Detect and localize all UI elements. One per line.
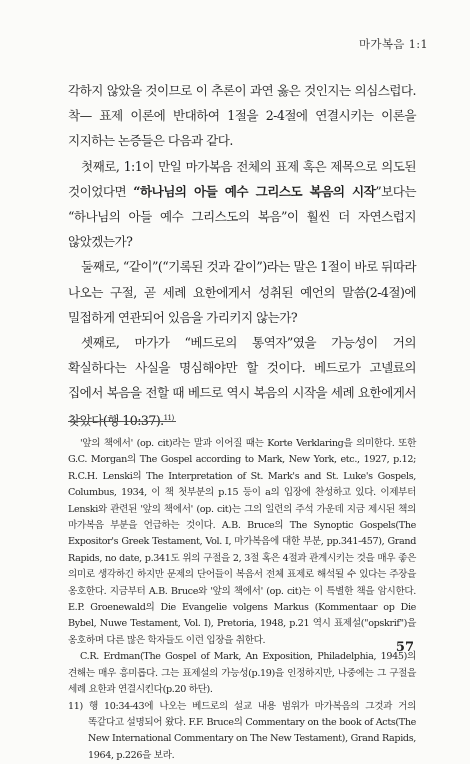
- paragraph-4: [68, 330, 416, 433]
- footnote-11-text: 행 10:34-43에 나오는 베드로의 설교 내용 범위가 마가복음의 그것과 거의 똑같다고 설명되어 왔다. F.F. Bruce의 Commentary on the book of Acts(The New International Commentary on The New Testament), Grand Rapids, 1964, p.226을 보라.: [88, 701, 416, 761]
- paragraph-1: 각하지 않았을 것이므로 이 추론이 과연 옳은 것인지는 의심스럽다. 착— 표제 이론에 반대하여 1절을 2-4절에 연결시키는 이론을 지지하는 논증들은 다음과 같다.: [68, 78, 416, 154]
- main-text: [68, 78, 416, 433]
- footnotes: [68, 436, 416, 764]
- paragraph-2-emphasis: “하나님의 아들 예수 그리스도 복음의 시작: [133, 184, 375, 199]
- footnote-11: [68, 699, 416, 764]
- paragraph-3: 둘째로, “같이”(“기록된 것과 같이”)라는 말은 1절이 바로 뒤따라 나오는 구절, 곧 세례 요한에게서 성취된 예언의 말씀(2-4절)에 밀접하게 연관되어 있음을 가리키지 않는가?: [68, 254, 416, 330]
- page-number: 57: [396, 640, 414, 655]
- paragraph-2: [68, 154, 416, 255]
- paragraph-2-start: 첫째로, 1:1이 만일 마가복음 전체의 표제 혹은 제목으로 의도된 것이었다면: [68, 159, 416, 199]
- footnote-11-number: 11): [68, 701, 83, 712]
- footnote-divider: [68, 421, 176, 422]
- footnote-erdman: C.R. Erdman(The Gospel of Mark, An Exposition, Philadelphia, 1945)의 견해는 매우 흥미롭다. 그는 표제설의 가능성(p.19)을 인정하지만, 나중에는 그 구절을 세례 요한과 연결시킨다(p.20 하단).: [68, 649, 416, 698]
- paragraph-2-end: ”보다는 “하나님의 아들 예수 그리스도의 복음”이 훨씬 더 자연스럽지 않았겠는가?: [68, 184, 416, 249]
- running-header: 마가복음 1:1: [359, 36, 428, 52]
- paragraph-4-text: 셋째로, 마가가 “베드로의 통역자”였을 가능성이 거의 확실하다는 사실을 명심해야만 할 것이다. 베드로가 고넬료의 집에서 복음을 전할 때 베드로 역시 복음의 시작을 세례 요한에게서 찾았다(행 10:37).: [68, 335, 416, 428]
- footnote-continued: '앞의 책에서' (op. cit)라는 말과 이어질 때는 Korte Verklaring을 의미한다. 또한 G.C. Morgan의 The Gospel according to Mark, New York, etc., 1927, p.12; R.C.H. Lenski의 The Interpretation of St. Mark's and St. Luke's Gospels, Columbus, 1934, 이 책 첫부분의 p.15 등이 a의 입장에 찬성하고 있다. 이제부터 Lenski와 관련된 '앞의 책에서' (op. cit)는 그의 일련의 주석 가운데 지금 제시된 책의 마가복음 부분을 언급하는 것이다. A.B. Bruce의 The Synoptic Gospels(The Expositor's Greek Testament, Vol. I, 마가복음에 대한 부분, pp.341-457), Grand Rapids, no date, p.341도 위의 구절을 2, 3절 혹은 4절과 관계시키는 것을 매우 좋은 의미로 생각하긴 하지만 문제의 단어들이 복음서 전체 표제로 해석될 수 있다는 주장을 옹호한다. 지금부터 A.B. Bruce와 '앞의 책에서' (op. cit)는 이 특별한 책을 암시한다. E.P. Groenewald의 Die Evangelie volgens Markus (Kommentaar op Die Bybel, Nuwe Testament, Vol. I), Pretoria, 1948, p.21 역시 표제설("opskrif")을 옹호하며 다른 많은 학자들도 이런 입장을 취한다.: [68, 436, 416, 649]
- footnote-ref-11: 11): [164, 414, 174, 422]
